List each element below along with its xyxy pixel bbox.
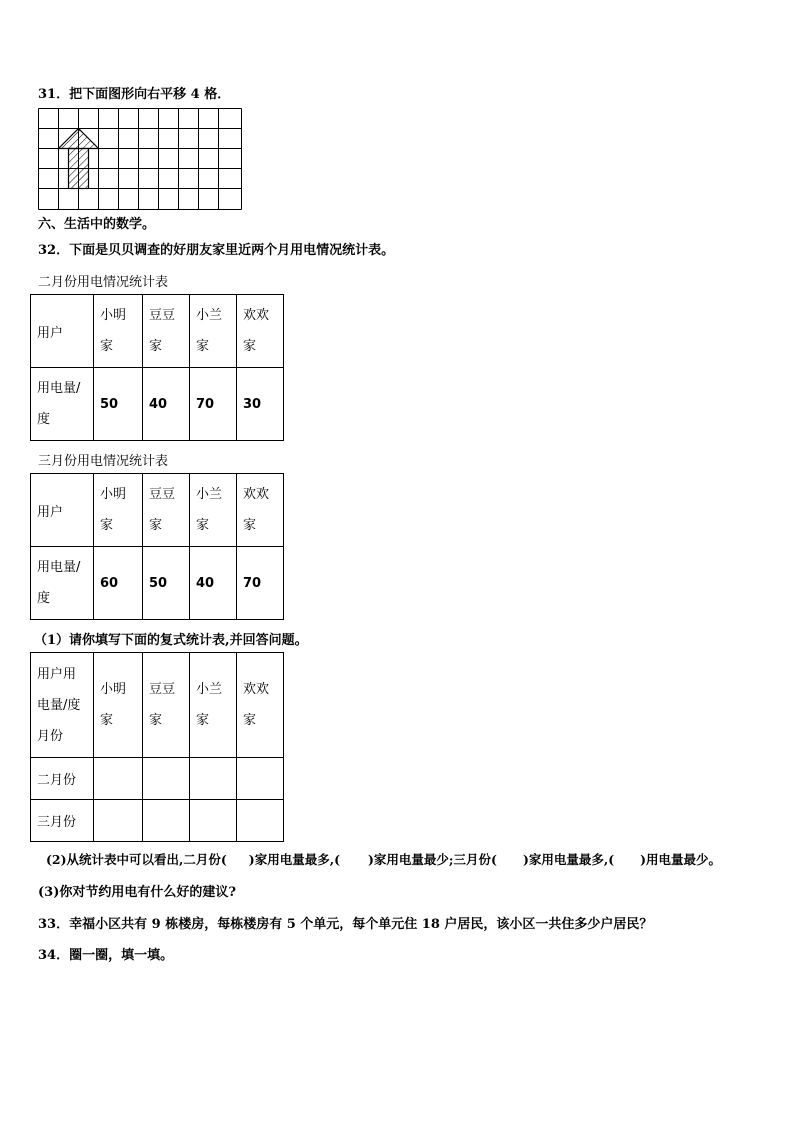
sub2-part-2: )家用电量最多,( bbox=[248, 852, 340, 867]
mar-family-4: 欢欢家 bbox=[237, 474, 284, 547]
feb-family-4: 欢欢家 bbox=[237, 295, 284, 368]
arrow-shape bbox=[59, 129, 99, 189]
grid-svg bbox=[38, 108, 242, 210]
blank-cell[interactable] bbox=[143, 758, 190, 800]
sub-question-1: （1）请你填写下面的复式统计表,并回答问题。 bbox=[34, 633, 308, 648]
compound-table bbox=[30, 652, 284, 842]
sub2-part-4: )家用电量最多,( bbox=[522, 852, 615, 867]
feb-family-1: 小明家 bbox=[94, 295, 143, 368]
feb-value-3: 70 bbox=[190, 368, 237, 441]
section-6-heading: 六、生活中的数学。 bbox=[38, 217, 156, 232]
mar-family-2: 豆豆家 bbox=[143, 474, 190, 547]
sub2-part-5: )用电量最少。 bbox=[640, 852, 722, 867]
blank-cell[interactable] bbox=[237, 758, 284, 800]
corner-label-month: 月份 bbox=[37, 728, 64, 744]
arrow-shaft bbox=[69, 149, 89, 189]
blank-cell[interactable] bbox=[190, 800, 237, 842]
question-33: 33．幸福小区共有 9 栋楼房，每栋楼房有 5 个单元，每个单元住 18 户居民，该小区一共住多少户居民？ bbox=[38, 917, 653, 932]
translation-grid bbox=[38, 108, 242, 210]
compound-family-2: 豆豆家 bbox=[143, 653, 190, 758]
mar-value-2: 50 bbox=[143, 547, 190, 620]
mar-value-1: 60 bbox=[94, 547, 143, 620]
compound-family-1: 小明家 bbox=[94, 653, 143, 758]
question-32: 32．下面是贝贝调查的好朋友家里近两个月用电情况统计表。 bbox=[38, 243, 395, 258]
blank-cell[interactable] bbox=[190, 758, 237, 800]
mar-header-user: 用户 bbox=[31, 474, 94, 547]
question-31: 31．把下面图形向右平移 4 格． bbox=[38, 87, 231, 102]
mar-usage-table bbox=[30, 473, 284, 620]
feb-value-4: 30 bbox=[237, 368, 284, 441]
feb-table-caption: 二月份用电情况统计表 bbox=[38, 275, 169, 290]
blank-cell[interactable] bbox=[237, 800, 284, 842]
compound-row-mar: 三月份 bbox=[31, 800, 94, 842]
mar-value-4: 70 bbox=[237, 547, 284, 620]
arrow-head bbox=[59, 129, 99, 149]
compound-row-feb: 二月份 bbox=[31, 758, 94, 800]
blank-cell[interactable] bbox=[94, 758, 143, 800]
feb-family-3: 小兰家 bbox=[190, 295, 237, 368]
sub-question-3: (3)你对节约用电有什么好的建议? bbox=[38, 885, 236, 900]
mar-table-caption: 三月份用电情况统计表 bbox=[38, 454, 169, 469]
feb-header-usage: 用电量/度 bbox=[31, 368, 94, 441]
corner-label-usage: 电量/度 bbox=[37, 697, 81, 713]
feb-value-2: 40 bbox=[143, 368, 190, 441]
compound-family-4: 欢欢家 bbox=[237, 653, 284, 758]
blank-cell[interactable] bbox=[143, 800, 190, 842]
sub2-part-3: )家用电量最少;三月份( bbox=[367, 852, 497, 867]
sub-question-2 bbox=[46, 850, 721, 868]
question-34: 34．圈一圈，填一填。 bbox=[38, 948, 174, 963]
mar-header-usage: 用电量/度 bbox=[31, 547, 94, 620]
compound-family-3: 小兰家 bbox=[190, 653, 237, 758]
feb-family-2: 豆豆家 bbox=[143, 295, 190, 368]
mar-family-1: 小明家 bbox=[94, 474, 143, 547]
compound-corner-cell bbox=[31, 653, 94, 758]
sub2-part-1: (2)从统计表中可以看出,二月份( bbox=[46, 852, 227, 867]
mar-family-3: 小兰家 bbox=[190, 474, 237, 547]
blank-cell[interactable] bbox=[94, 800, 143, 842]
corner-label-user: 用户用 bbox=[37, 666, 77, 682]
feb-value-1: 50 bbox=[94, 368, 143, 441]
feb-header-user: 用户 bbox=[31, 295, 94, 368]
feb-usage-table bbox=[30, 294, 284, 441]
mar-value-3: 40 bbox=[190, 547, 237, 620]
